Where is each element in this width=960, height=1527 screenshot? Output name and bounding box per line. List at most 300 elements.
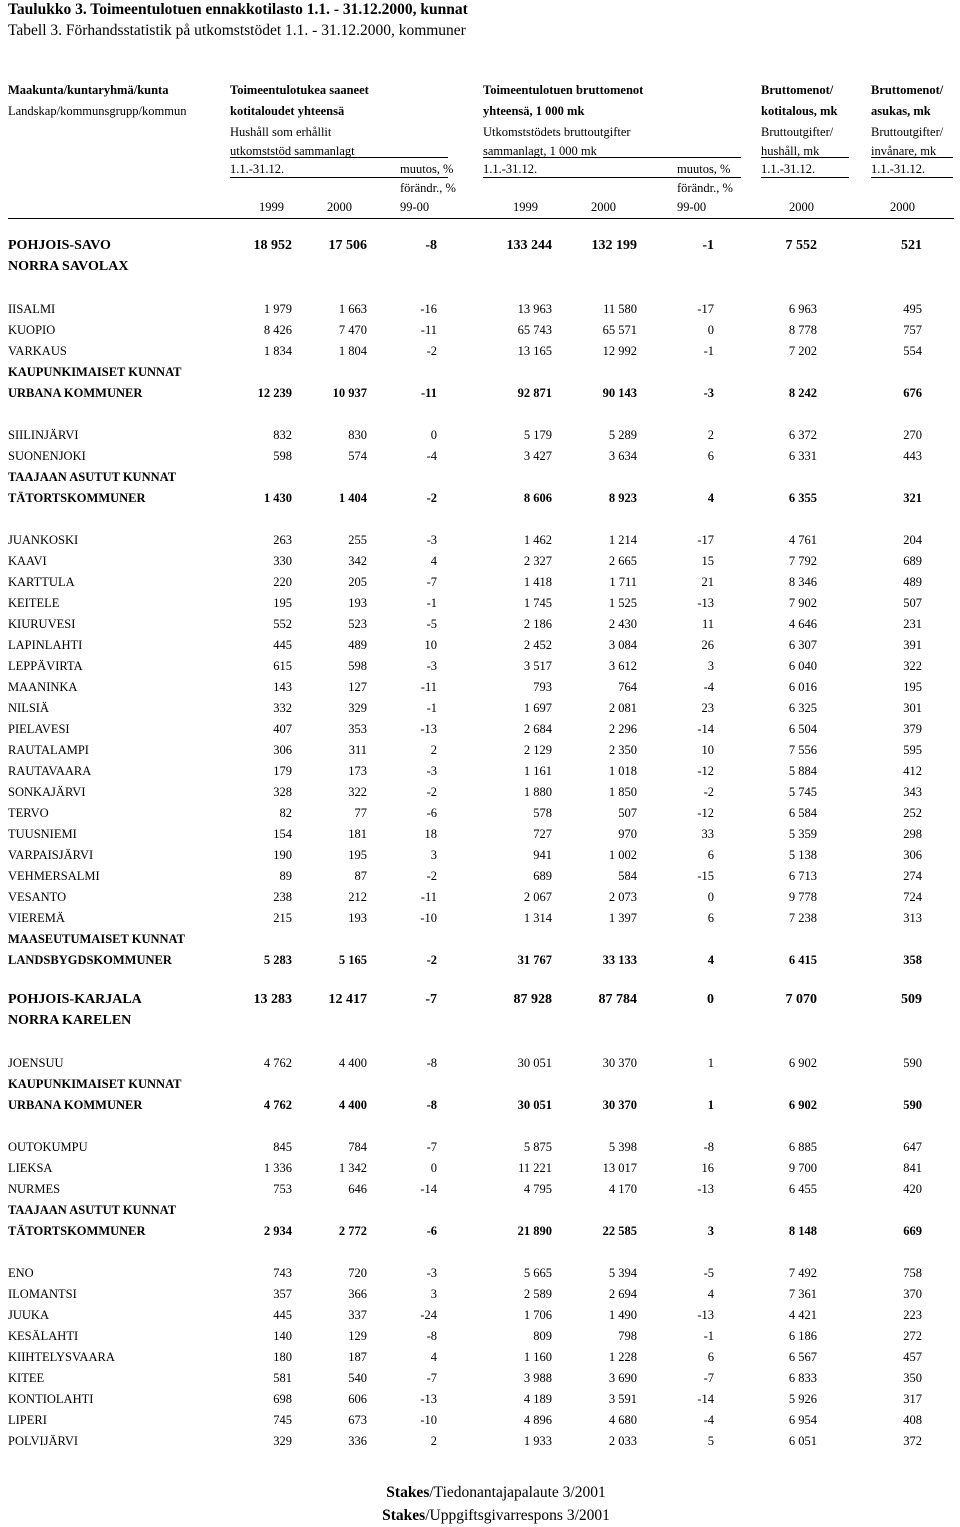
header-change-sv: förändr., % [677,181,733,195]
row-cell: 30 051 [517,1098,552,1112]
row-label: TAAJAAN ASUTUT KUNNAT [8,470,177,484]
row-cell: -10 [420,911,437,925]
row-cell: 18 [424,827,437,841]
row-cell: 10 [424,638,437,652]
row-label: KAAVI [8,554,47,568]
table-row [0,299,960,319]
row-cell: 9 700 [788,1161,817,1175]
row-cell: 3 517 [523,659,552,673]
row-cell: 8 148 [788,1224,817,1238]
header-households-sv-2: utkomststöd sammanlagt [230,144,355,158]
row-cell: 5 398 [608,1140,637,1154]
row-cell: 2 296 [608,722,637,736]
table-row [0,1305,960,1325]
row-cell: 336 [348,1434,367,1448]
row-cell: 332 [273,701,292,715]
row-cell: 673 [348,1413,367,1427]
header-change-years: 99-00 [677,200,707,214]
row-cell: -1 [426,596,437,610]
row-label: TUUSNIEMI [8,827,77,841]
row-cell: 6 [707,848,714,862]
row-cell: 5 875 [523,1140,552,1154]
table-row [0,1137,960,1157]
row-cell: 143 [273,680,292,694]
row-cell: 2 694 [608,1287,637,1301]
row-cell: 7 361 [788,1287,817,1301]
row-cell: 6 963 [788,302,817,316]
row-cell: 343 [903,785,922,799]
table-row [0,614,960,634]
header-expenditure-sv-2: sammanlagt, 1 000 mk [483,144,597,158]
row-cell: 2 452 [523,638,552,652]
header-change-fi: muutos, % [400,162,454,176]
row-cell: 193 [348,911,367,925]
header-per-inhabitant-fi-1: Bruttomenot/ [871,83,944,97]
footer-text-sv: /Uppgiftsgivarrespons 3/2001 [425,1507,610,1524]
row-label: LEPPÄVIRTA [8,659,83,673]
row-cell: 5 289 [608,428,637,442]
row-cell: 322 [348,785,367,799]
row-cell: 317 [903,1392,922,1406]
row-cell: 220 [273,575,292,589]
row-cell: 1 342 [338,1161,367,1175]
table-row [0,1221,960,1241]
table-row [0,950,960,970]
row-cell: 757 [903,323,922,337]
row-cell: -3 [703,386,714,400]
table-row [0,572,960,592]
row-label: MAASEUTUMAISET KUNNAT [8,932,185,946]
row-cell: 720 [348,1266,367,1280]
row-cell: 9 778 [788,890,817,904]
row-cell: 2 665 [608,554,637,568]
row-cell: 8 778 [788,323,817,337]
header-year-1999: 1999 [513,200,538,214]
header-expenditure-fi-2: yhteensä, 1 000 mk [483,104,585,118]
row-cell: 420 [903,1182,922,1196]
row-cell: -7 [425,992,437,1007]
row-cell: 33 [701,827,714,841]
row-cell: 195 [903,680,922,694]
table-row [0,845,960,865]
row-cell: 6 331 [788,449,817,463]
row-cell: 4 189 [523,1392,552,1406]
row-cell: 92 871 [517,386,552,400]
row-cell: 179 [273,764,292,778]
row-cell: 87 [354,869,367,883]
header-households-fi-2: kotitaloudet yhteensä [230,104,345,118]
row-cell: 8 606 [523,491,552,505]
row-cell: 578 [533,806,552,820]
row-label: RAUTAVAARA [8,764,92,778]
row-cell: 6 885 [788,1140,817,1154]
header-col-region-fi: Maakunta/kuntaryhmä/kunta [8,83,169,97]
row-cell: 0 [707,992,714,1007]
row-cell: 495 [903,302,922,316]
row-cell: 8 346 [788,575,817,589]
row-cell: 554 [903,344,922,358]
row-cell: 33 133 [602,953,637,967]
row-cell: 724 [903,890,922,904]
row-cell: 4 170 [608,1182,637,1196]
table-row [0,1368,960,1388]
row-cell: 270 [903,428,922,442]
row-cell: 689 [533,869,552,883]
row-cell: -8 [703,1140,714,1154]
table-row [0,530,960,550]
table-row [0,341,960,361]
table-row [0,1053,960,1073]
row-cell: 841 [903,1161,922,1175]
row-cell: 764 [618,680,637,694]
row-cell: -8 [426,1098,437,1112]
row-label: KAUPUNKIMAISET KUNNAT [8,365,182,379]
row-cell: 127 [348,680,367,694]
row-cell: 489 [348,638,367,652]
table-row [0,1326,960,1346]
row-cell: 4 646 [788,617,817,631]
row-cell: 5 165 [338,953,367,967]
table-row [0,761,960,781]
header-change-years: 99-00 [400,200,430,214]
row-cell: 595 [903,743,922,757]
row-cell: 1 418 [523,575,552,589]
table-row [0,656,960,676]
table-row [0,1179,960,1199]
header-per-inhabitant-sv-1: Bruttoutgifter/ [871,125,944,139]
row-cell: 832 [273,428,292,442]
row-cell: -7 [426,575,437,589]
row-cell: 1 462 [523,533,552,547]
row-cell: -14 [420,1182,437,1196]
row-cell: 4 400 [338,1098,367,1112]
row-label: TÄTORTSKOMMUNER [8,1224,146,1238]
row-cell: -1 [703,1329,714,1343]
row-cell: 5 [707,1434,714,1448]
row-cell: 2 327 [523,554,552,568]
row-label: VESANTO [8,890,67,904]
row-cell: -3 [426,533,437,547]
row-cell: 154 [273,827,292,841]
footer-line-sv [0,1506,960,1526]
row-cell: 445 [273,638,292,652]
row-label: POLVIJÄRVI [8,1434,79,1448]
row-cell: 11 580 [603,302,637,316]
row-label: SIILINJÄRVI [8,428,79,442]
row-cell: 223 [903,1308,922,1322]
row-cell: 132 199 [591,238,637,253]
row-cell: 1 228 [608,1350,637,1364]
row-cell: -2 [426,344,437,358]
row-cell: 1 711 [609,575,637,589]
row-label: KIURUVESI [8,617,76,631]
row-label: NURMES [8,1182,61,1196]
table-row [0,1200,960,1220]
row-label: MAANINKA [8,680,78,694]
row-cell: 2 589 [523,1287,552,1301]
row-cell: 507 [618,806,637,820]
row-cell: -6 [426,1224,437,1238]
row-cell: 391 [903,638,922,652]
table-row [0,887,960,907]
row-cell: -11 [420,680,437,694]
row-cell: 13 283 [253,992,292,1007]
row-cell: -15 [697,869,714,883]
row-cell: 5 665 [523,1266,552,1280]
row-cell: 133 244 [506,238,552,253]
row-cell: 2 934 [263,1224,292,1238]
row-cell: 647 [903,1140,922,1154]
row-cell: 4 795 [523,1182,552,1196]
row-cell: 5 179 [523,428,552,442]
row-cell: 30 370 [602,1056,637,1070]
table-row [0,1158,960,1178]
row-cell: 372 [903,1434,922,1448]
row-cell: 6 307 [788,638,817,652]
row-cell: 11 221 [518,1161,552,1175]
row-cell: 5 926 [788,1392,817,1406]
page-title: Taulukko 3. Toimeentulotuen ennakkotilasto 1.1. - 31.12.2000, kunnat [8,1,468,18]
row-cell: -12 [697,806,714,820]
header-per-household-fi-1: Bruttomenot/ [761,83,834,97]
row-cell: -24 [420,1308,437,1322]
row-cell: 357 [273,1287,292,1301]
row-cell: 329 [348,701,367,715]
row-cell: 187 [348,1350,367,1364]
row-cell: 676 [903,386,922,400]
row-cell: 6 833 [788,1371,817,1385]
row-cell: -1 [702,238,714,253]
row-cell: 190 [273,848,292,862]
row-label: LANDSBYGDSKOMMUNER [8,953,172,967]
table-row [0,467,960,487]
row-cell: 6 325 [788,701,817,715]
row-cell: 4 762 [263,1098,292,1112]
footer-text-fi: /Tiedonantajapalaute 3/2001 [429,1484,606,1501]
header-period: 1.1.-31.12. [230,162,285,176]
row-cell: 8 923 [608,491,637,505]
row-cell: 7 492 [788,1266,817,1280]
row-cell: -8 [426,1056,437,1070]
row-cell: 6 186 [788,1329,817,1343]
row-cell: 3 [707,659,714,673]
row-cell: 1 834 [263,344,292,358]
table-row [0,446,960,466]
row-cell: 6 713 [788,869,817,883]
row-cell: 6 051 [788,1434,817,1448]
row-cell: 2 129 [523,743,552,757]
row-cell: -7 [703,1371,714,1385]
row-cell: 301 [903,701,922,715]
row-cell: 2 186 [523,617,552,631]
row-cell: -4 [703,1413,714,1427]
row-label: VARKAUS [8,344,67,358]
row-cell: 2 [430,743,437,757]
row-cell: 358 [903,953,922,967]
row-label: LIPERI [8,1413,47,1427]
row-label: LAPINLAHTI [8,638,83,652]
row-cell: 313 [903,911,922,925]
table-row [0,1284,960,1304]
row-cell: 87 784 [598,992,637,1007]
row-cell: 7 202 [788,344,817,358]
row-cell: 6 355 [788,491,817,505]
row-cell: 13 963 [517,302,552,316]
row-label: URBANA KOMMUNER [8,1098,143,1112]
row-cell: 205 [348,575,367,589]
table-row [0,677,960,697]
row-label: ENO [8,1266,34,1280]
table-row [0,866,960,886]
row-cell: 12 239 [257,386,292,400]
row-cell: -13 [697,1182,714,1196]
header-period: 1.1.-31.12. [761,162,816,176]
row-cell: -1 [426,701,437,715]
row-cell: 408 [903,1413,922,1427]
row-cell: 1 850 [608,785,637,799]
row-cell: 8 242 [788,386,817,400]
row-label: NORRA SAVOLAX [8,259,129,274]
row-cell: 6 040 [788,659,817,673]
row-cell: 306 [273,743,292,757]
row-cell: -2 [426,869,437,883]
table-row [0,719,960,739]
row-cell: -3 [426,764,437,778]
row-label: KARTTULA [8,575,75,589]
row-cell: 82 [279,806,292,820]
row-cell: 322 [903,659,922,673]
row-cell: 7 070 [785,992,817,1007]
table-row [0,1074,960,1094]
header-period: 1.1.-31.12. [483,162,538,176]
row-label: POHJOIS-KARJALA [8,992,142,1007]
row-cell: 7 902 [788,596,817,610]
row-cell: 298 [903,827,922,841]
row-cell: 1 525 [608,596,637,610]
row-cell: -13 [697,596,714,610]
header-change-fi: muutos, % [677,162,731,176]
table-row [0,1389,960,1409]
header-col-region-sv: Landskap/kommunsgrupp/kommun [8,104,187,118]
row-cell: 350 [903,1371,922,1385]
row-label: KUOPIO [8,323,56,337]
row-cell: 3 084 [608,638,637,652]
row-cell: -8 [426,1329,437,1343]
row-cell: 212 [348,890,367,904]
header-year-2000: 2000 [789,200,814,214]
row-cell: 15 [701,554,714,568]
row-cell: 698 [273,1392,292,1406]
header-change-sv: förändr., % [400,181,456,195]
row-cell: 26 [701,638,714,652]
row-cell: 1 314 [523,911,552,925]
row-cell: 238 [273,890,292,904]
row-cell: -5 [703,1266,714,1280]
row-cell: 1 933 [523,1434,552,1448]
row-cell: -3 [426,1266,437,1280]
row-cell: 311 [348,743,367,757]
row-cell: 758 [903,1266,922,1280]
row-label: KIIHTELYSVAARA [8,1350,115,1364]
row-cell: 590 [903,1056,922,1070]
row-label: JUANKOSKI [8,533,79,547]
row-cell: 574 [348,449,367,463]
row-cell: 5 283 [263,953,292,967]
table-row [0,635,960,655]
row-cell: 1 002 [608,848,637,862]
row-cell: 10 937 [332,386,367,400]
row-cell: 329 [273,1434,292,1448]
row-cell: 3 690 [608,1371,637,1385]
row-cell: -8 [425,238,437,253]
row-cell: 204 [903,533,922,547]
row-cell: 129 [348,1329,367,1343]
row-cell: 7 470 [338,323,367,337]
row-label: NILSIÄ [8,701,49,715]
row-cell: 193 [348,596,367,610]
header-households-fi-1: Toimeentulotukea saaneet [230,83,369,97]
row-cell: 18 952 [253,238,292,253]
row-cell: 195 [348,848,367,862]
row-cell: 87 928 [513,992,552,1007]
header-per-inhabitant-fi-2: asukas, mk [871,104,931,118]
row-cell: 4 761 [788,533,817,547]
row-cell: -5 [426,617,437,631]
row-cell: 407 [273,722,292,736]
row-cell: 31 767 [517,953,552,967]
row-cell: 4 [430,554,437,568]
row-cell: -13 [420,1392,437,1406]
row-cell: 6 455 [788,1182,817,1196]
row-cell: 7 238 [788,911,817,925]
table-row [0,551,960,571]
row-cell: 215 [273,911,292,925]
row-cell: -4 [426,449,437,463]
row-cell: 337 [348,1308,367,1322]
row-cell: 4 421 [788,1308,817,1322]
row-cell: 1 697 [523,701,552,715]
table-row [0,257,960,277]
row-cell: 1 706 [523,1308,552,1322]
row-cell: 3 [430,1287,437,1301]
row-cell: -11 [420,323,437,337]
row-cell: 745 [273,1413,292,1427]
row-cell: 753 [273,1182,292,1196]
row-cell: 1 404 [338,491,367,505]
table-row [0,320,960,340]
row-cell: 590 [903,1098,922,1112]
row-label: SUONENJOKI [8,449,86,463]
row-cell: 4 [430,1350,437,1364]
row-cell: 30 370 [602,1098,637,1112]
row-cell: 3 [707,1224,714,1238]
row-cell: -2 [426,785,437,799]
row-cell: 90 143 [602,386,637,400]
table-row [0,929,960,949]
row-cell: 22 585 [602,1224,637,1238]
table-row [0,698,960,718]
table-row [0,1410,960,1430]
row-cell: -1 [703,344,714,358]
row-cell: 231 [903,617,922,631]
row-cell: 65 743 [517,323,552,337]
row-cell: 379 [903,722,922,736]
row-cell: 5 359 [788,827,817,841]
row-cell: 1 018 [608,764,637,778]
row-cell: 830 [348,428,367,442]
header-year-2000: 2000 [890,200,915,214]
row-cell: 0 [707,890,714,904]
